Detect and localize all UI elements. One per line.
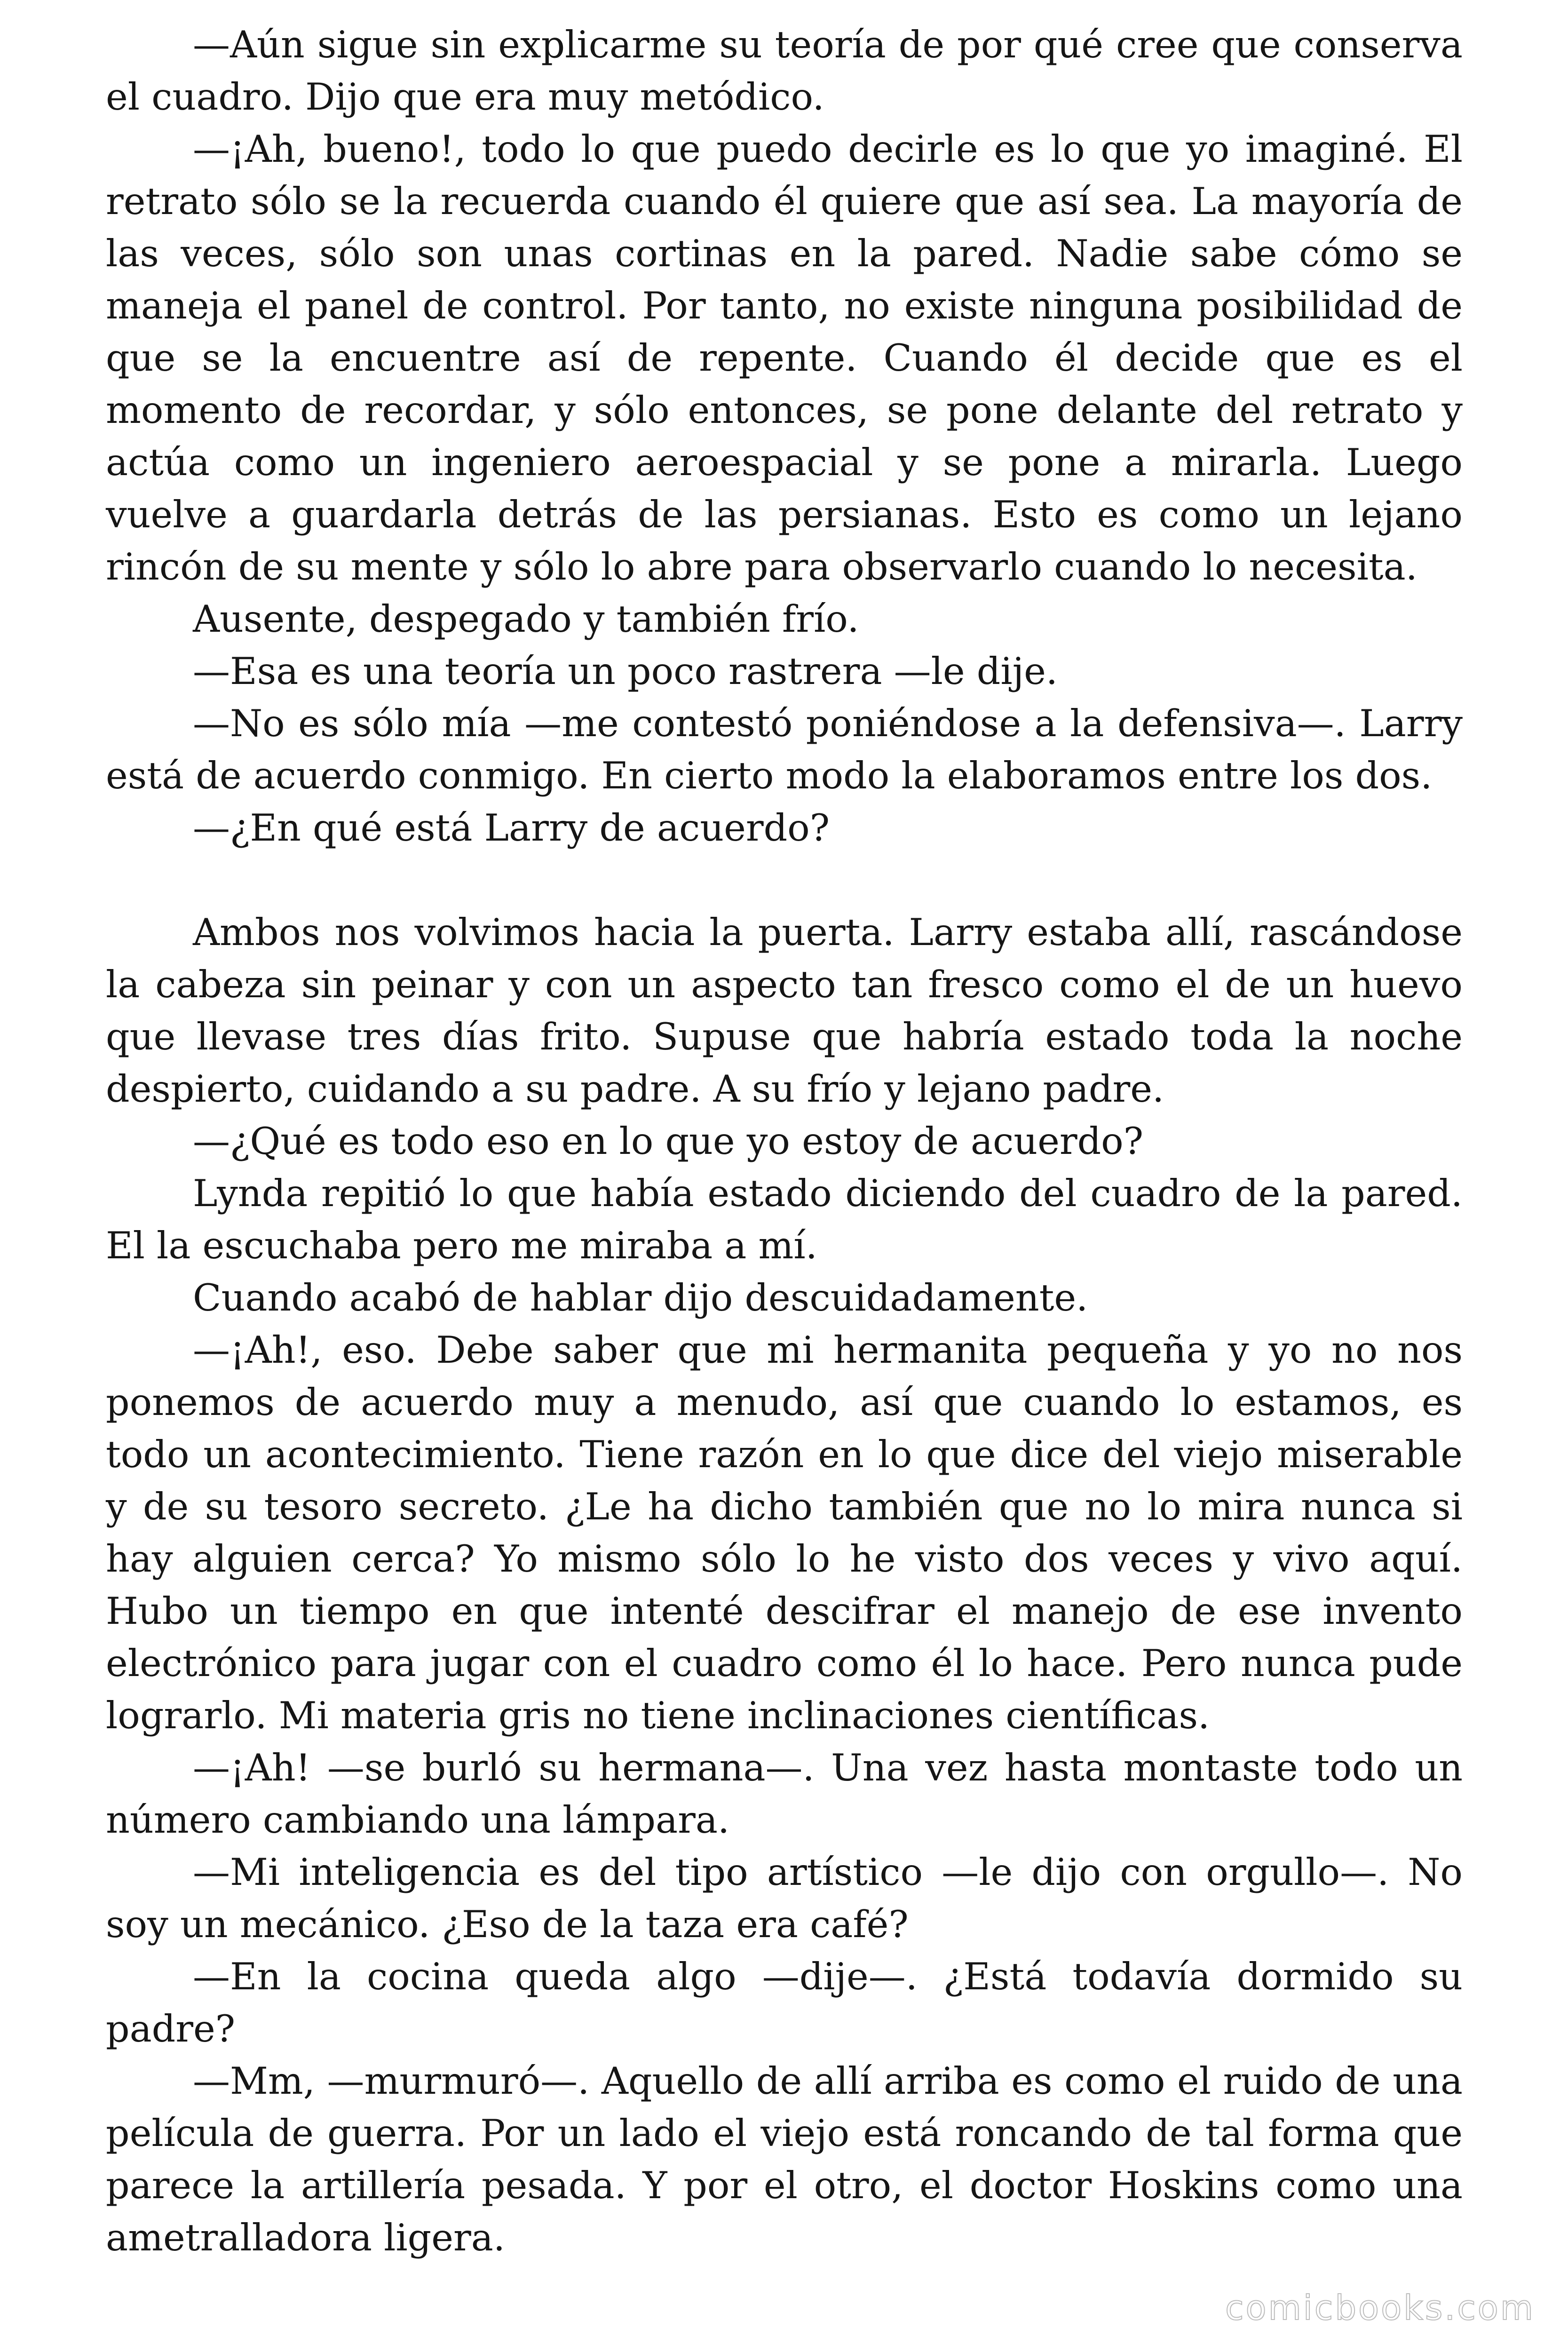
paragraph-9: Lynda repitió lo que había estado diciendo del cuadro de la pared. El la escuchaba pero me miraba a mí. [106,1172,1463,1267]
paragraph-4: —Esa es una teoría un poco rastrera —le dije. [193,650,1058,693]
paragraph-3: Ausente, despegado y también frío. [193,597,859,641]
book-page-text [106,19,1463,2264]
paragraph-15: —Mm, —murmuró—. Aquello de allí arriba es como el ruido de una película de guerra. Por un lado el viejo está roncando de tal forma que parece la artillería pesada. Y por el otro, el doctor Hoskins como una ametralladora ligera. [106,2059,1463,2259]
watermark-text: comicbooks.com [1225,2288,1535,2328]
paragraph-5: —No es sólo mía —me contestó poniéndose a la defensiva—. Larry está de acuerdo conmigo. En cierto modo la elaboramos entre los dos. [106,702,1463,797]
paragraph-13: —Mi inteligencia es del tipo artístico —le dijo con orgullo—. No soy un mecánico. ¿Eso de la taza era café? [106,1851,1463,1946]
paragraph-12: —¡Ah! —se burló su hermana—. Una vez hasta montaste todo un número cambiando una lámpara. [106,1746,1463,1842]
paragraph-6: —¿En qué está Larry de acuerdo? [193,806,830,850]
paragraph-1: —Aún sigue sin explicarme su teoría de por qué cree que conserva el cuadro. Dijo que era muy metódico. [106,23,1463,119]
paragraph-2: —¡Ah, bueno!, todo lo que puedo decirle es lo que yo imaginé. El retrato sólo se la recuerda cuando él quiere que así sea. La mayoría de las veces, sólo son unas cortinas en la pared. Nadie sabe cómo se maneja el panel de control. Por tanto, no existe ninguna posibilidad de que se la encuentre así de repente. Cuando él decide que es el momento de recordar, y sólo entonces, se pone delante del retrato y actúa como un ingeniero aeroespacial y se pone a mirarla. Luego vuelve a guardarla detrás de las persianas. Esto es como un lejano rincón de su mente y sólo lo abre para observarlo cuando lo necesita. [106,127,1463,588]
paragraph-8: —¿Qué es todo eso en lo que yo estoy de acuerdo? [193,1120,1144,1163]
paragraph-10: Cuando acabó de hablar dijo descuidadamente. [193,1276,1088,1319]
paragraph-11: —¡Ah!, eso. Debe saber que mi hermanita pequeña y yo no nos ponemos de acuerdo muy a menudo, así que cuando lo estamos, es todo un acontecimiento. Tiene razón en lo que dice del viejo miserable y de su tesoro secreto. ¿Le ha dicho también que no lo mira nunca si hay alguien cerca? Yo mismo sólo lo he visto dos veces y vivo aquí. Hubo un tiempo en que intenté descifrar el manejo de ese invento electrónico para jugar con el cuadro como él lo hace. Pero nunca pude lograrlo. Mi materia gris no tiene inclinaciones científicas. [106,1328,1463,1737]
paragraph-7: Ambos nos volvimos hacia la puerta. Larry estaba allí, rascándose la cabeza sin peinar y con un aspecto tan fresco como el de un huevo que llevase tres días frito. Supuse que habría estado toda la noche despierto, cuidando a su padre. A su frío y lejano padre. [106,911,1463,1111]
paragraph-14: —En la cocina queda algo —dije—. ¿Está todavía dormido su padre? [106,1955,1463,2050]
